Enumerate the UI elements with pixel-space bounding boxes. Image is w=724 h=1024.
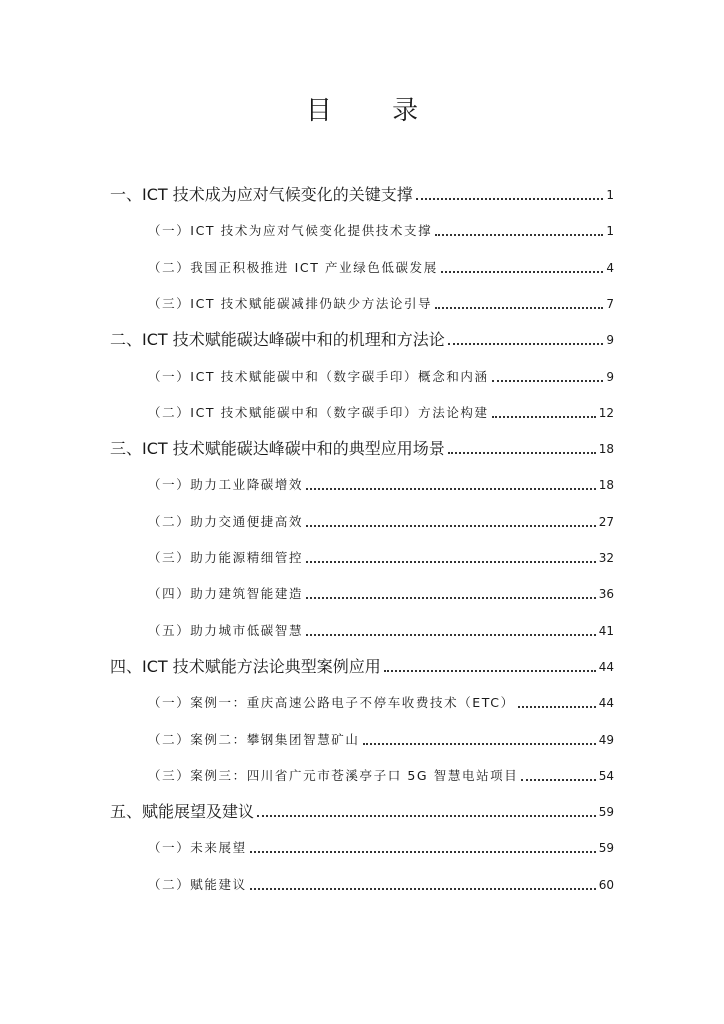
dot-leader [306,561,596,563]
dot-leader [250,888,596,890]
toc-entry-section-4-1[interactable] [148,692,614,714]
toc-entry-page-number: 36 [598,587,614,602]
toc-entry-page-number: 32 [598,551,614,565]
toc-entry-section-5-2[interactable] [148,874,614,896]
toc-entry-title: （二）ICT 技术赋能碳中和（数字碳手印）方法论构建 [148,404,489,420]
dot-leader [435,307,603,309]
toc-entry-page-number: 1 [606,224,614,239]
toc-entry-page-number: 12 [598,405,614,420]
toc-entry-section-5-1[interactable] [148,837,614,859]
toc-entry-section-4-3[interactable] [148,765,614,787]
toc-entry-page-number: 27 [598,514,614,529]
toc-entry-title: （二）助力交通便捷高效 [148,513,304,529]
toc-entry-page-number: 59 [598,841,614,856]
toc-entry-title: 五、赋能展望及建议 [110,802,255,822]
toc-entry-section-2-2[interactable] [148,402,614,424]
toc-entry-page-number: 4 [606,260,614,275]
toc-entry-title: （一）案例一：重庆高速公路电子不停车收费技术（ETC） [148,695,515,711]
dot-leader [521,779,595,781]
toc-entry-title: 四、ICT 技术赋能方法论典型案例应用 [110,656,381,676]
dot-leader [306,525,596,527]
toc-entry-page-number: 1 [606,188,614,202]
toc-entry-title: （一）ICT 技术赋能碳中和（数字碳手印）概念和内涵 [148,368,489,384]
dot-leader [492,416,596,418]
toc-entry-section-4[interactable] [110,656,614,678]
toc-entry-title: （一）ICT 技术为应对气候变化提供技术支撑 [148,223,433,239]
toc-entry-title: （三）助力能源精细管控 [148,550,304,565]
toc-entry-title: （二）案例二：攀钢集团智慧矿山 [148,731,360,747]
toc-entry-section-1-2[interactable] [148,257,614,279]
toc-entry-page-number: 44 [598,659,614,674]
toc-entry-page-number: 41 [598,623,614,638]
toc-entry-page-number: 49 [598,732,614,747]
toc-entry-section-1-3[interactable] [148,293,614,315]
dot-leader [306,597,596,599]
dot-leader [257,815,596,817]
toc-entry-section-3-3[interactable] [148,547,614,569]
toc-entry-page-number: 9 [606,369,614,384]
toc-entry-title: （二）我国正积极推进 ICT 产业绿色低碳发展 [148,259,438,275]
toc-entry-page-number: 59 [598,805,614,820]
toc-entry-title: （四）助力建筑智能建造 [148,586,304,602]
toc-entry-page-number: 60 [598,877,614,892]
toc-entry-section-2[interactable] [110,329,614,351]
dot-leader [435,234,603,236]
toc-entry-page-number: 54 [598,768,614,783]
dot-leader [492,380,604,382]
toc-entry-title: （三）案例三：四川省广元市苍溪亭子口 5G 智慧电站项目 [148,767,519,783]
toc-entry-section-5[interactable] [110,801,614,823]
toc-entry-title: （二）赋能建议 [148,876,247,892]
toc-entry-section-1-1[interactable] [148,220,614,242]
toc-entry-title: （五）助力城市低碳智慧 [148,622,304,638]
toc-entry-section-3-2[interactable] [148,511,614,533]
toc-entry-section-1[interactable] [110,184,614,206]
toc-entry-title: 一、ICT 技术成为应对气候变化的关键支撑 [110,185,413,204]
toc-entry-section-3[interactable] [110,438,614,460]
toc-entry-page-number: 9 [606,333,614,348]
toc-entry-title: 二、ICT 技术赋能碳达峰碳中和的机理和方法论 [110,330,445,350]
dot-leader [416,198,604,200]
toc-entry-title: 三、ICT 技术赋能碳达峰碳中和的典型应用场景 [110,439,445,459]
toc-entry-title: （一）助力工业降碳增效 [148,477,304,493]
toc-entry-page-number: 18 [598,478,614,493]
dot-leader [448,452,596,454]
toc-entry-page-number: 44 [598,696,614,711]
toc-entry-section-3-1[interactable] [148,474,614,496]
toc-entry-title: （一）未来展望 [148,840,247,856]
dot-leader [306,488,596,490]
dot-leader [518,706,596,708]
toc-entry-page-number: 7 [606,296,614,311]
dot-leader [363,743,596,745]
toc-entry-section-3-4[interactable] [148,583,614,605]
dot-leader [306,634,596,636]
toc-entry-section-4-2[interactable] [148,729,614,751]
dot-leader [250,851,596,853]
dot-leader [441,271,604,273]
toc-entry-page-number: 18 [598,442,614,457]
page-title: 目 录 [305,96,445,126]
toc-entry-section-2-1[interactable] [148,366,614,388]
dot-leader [384,670,596,672]
toc-entry-title: （三）ICT 技术赋能碳减排仍缺少方法论引导 [148,295,433,311]
dot-leader [448,343,604,345]
toc-entry-section-3-5[interactable] [148,620,614,642]
